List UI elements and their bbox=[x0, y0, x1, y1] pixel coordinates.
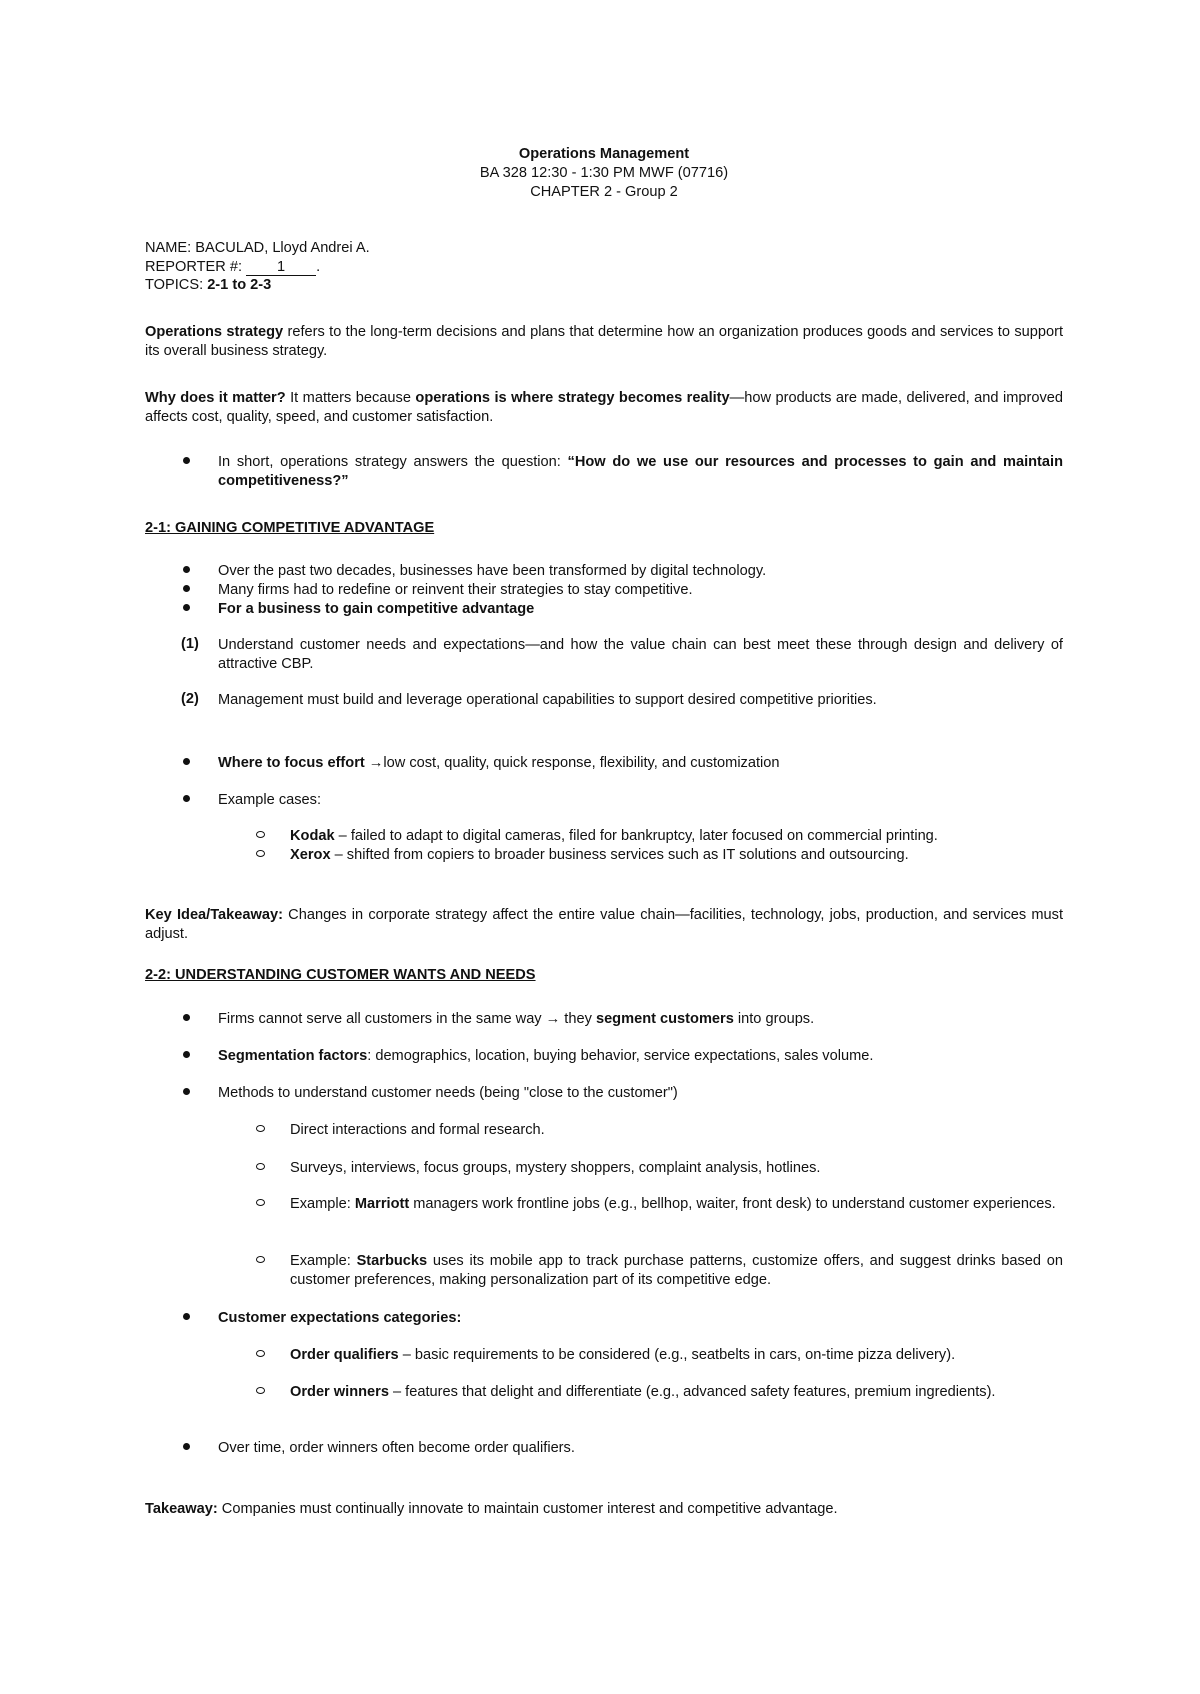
numbered-label: (1) bbox=[181, 636, 199, 652]
starbucks-label: Starbucks bbox=[356, 1253, 428, 1269]
bullet-icon bbox=[183, 1439, 201, 1455]
list-item: Customer expectations categories: bbox=[218, 1310, 462, 1326]
numbered-label: (2) bbox=[181, 691, 199, 707]
kodak-rest: – failed to adapt to digital cameras, filed for bankruptcy, later focused on commercial printing. bbox=[334, 828, 938, 844]
sub-bullet-icon bbox=[256, 846, 274, 862]
topics-line bbox=[145, 276, 271, 295]
takeaway-text: Companies must continually innovate to maintain customer interest and competitive advantage. bbox=[217, 1501, 838, 1517]
ops-strategy-definition: refers to the long-term decisions and plans that determine how an organization produces goods and services to support its overall business strategy. bbox=[145, 324, 1063, 359]
sub-bullet-icon bbox=[256, 1159, 274, 1175]
student-name: NAME: BACULAD, Lloyd Andrei A. bbox=[145, 240, 370, 256]
list-item: Example cases: bbox=[218, 792, 322, 808]
bullet-icon bbox=[183, 791, 201, 807]
why-mid: It matters because bbox=[285, 390, 416, 406]
takeaway-paragraph bbox=[145, 1500, 1063, 1519]
marriott-item bbox=[290, 1195, 1063, 1214]
sub-bullet-icon bbox=[256, 1383, 274, 1399]
bullet-icon bbox=[183, 1309, 201, 1325]
kodak-item bbox=[290, 827, 1063, 846]
in-short-item bbox=[218, 453, 1063, 490]
qualifiers-item bbox=[290, 1346, 1063, 1365]
sub-bullet-icon bbox=[256, 1346, 274, 1362]
list-item: Over time, order winners often become order qualifiers. bbox=[218, 1440, 575, 1456]
takeaway-label: Takeaway: bbox=[145, 1501, 218, 1517]
in-short-question: “How do we use our resources and processes to gain and maintain competitiveness?” bbox=[218, 454, 1063, 489]
key-idea-paragraph bbox=[145, 906, 1063, 943]
why-matter-paragraph bbox=[145, 389, 1063, 426]
focus-rest: →low cost, quality, quick response, flexibility, and customization bbox=[364, 755, 780, 771]
numbered-item: Management must build and leverage operational capabilities to support desired competitive priorities. bbox=[218, 692, 877, 708]
in-short-text: In short, operations strategy answers the question: bbox=[218, 454, 568, 470]
bullet-icon bbox=[183, 754, 201, 770]
reporter-label: REPORTER #: bbox=[145, 259, 247, 275]
marriott-label: Marriott bbox=[354, 1196, 410, 1212]
starbucks-item bbox=[290, 1252, 1063, 1289]
winners-item bbox=[290, 1383, 1063, 1402]
why-emphasis: operations is where strategy becomes reality bbox=[415, 390, 730, 406]
bullet-icon bbox=[183, 1010, 201, 1026]
winners-label: Order winners bbox=[290, 1384, 389, 1400]
sub-list-item: Direct interactions and formal research. bbox=[290, 1122, 545, 1138]
factors-rest: : demographics, location, buying behavior, service expectations, sales volume. bbox=[367, 1048, 874, 1064]
why-rest: —how products are made, delivered, and improved affects cost, quality, speed, and customer satisfaction. bbox=[145, 390, 1063, 425]
reporter-line bbox=[145, 258, 320, 277]
factors-label: Segmentation factors bbox=[218, 1048, 368, 1064]
bullet-icon bbox=[183, 1047, 201, 1063]
xerox-item bbox=[290, 846, 1063, 865]
sub-bullet-icon bbox=[256, 1195, 274, 1211]
numbered-item: Understand customer needs and expectations—and how the value chain can best meet these through design and delivery of attractive CBP. bbox=[218, 637, 1063, 672]
winners-rest: – features that delight and differentiate (e.g., advanced safety features, premium ingredients). bbox=[388, 1384, 996, 1400]
segment-post: into groups. bbox=[733, 1011, 815, 1027]
bullet-icon bbox=[183, 453, 201, 469]
list-item: Methods to understand customer needs (being "close to the customer") bbox=[218, 1085, 678, 1101]
document-title: Operations Management bbox=[518, 146, 690, 162]
segment-pre: Firms cannot serve all customers in the same way → they bbox=[218, 1011, 596, 1027]
topics-label: TOPICS: bbox=[145, 277, 208, 293]
starbucks-pre: Example: bbox=[290, 1253, 357, 1269]
segment-bold: segment customers bbox=[595, 1011, 734, 1027]
chapter-line: CHAPTER 2 - Group 2 bbox=[530, 184, 678, 200]
section-heading-2-2: 2-2: UNDERSTANDING CUSTOMER WANTS AND NEEDS bbox=[145, 967, 536, 983]
course-line: BA 328 12:30 - 1:30 PM MWF (07716) bbox=[479, 165, 729, 181]
bullet-icon bbox=[183, 562, 201, 578]
sub-bullet-icon bbox=[256, 1252, 274, 1268]
reporter-number: 1 bbox=[246, 260, 316, 276]
sub-list-item: Surveys, interviews, focus groups, mystery shoppers, complaint analysis, hotlines. bbox=[290, 1160, 821, 1176]
bullet-icon bbox=[183, 581, 201, 597]
list-item: For a business to gain competitive advantage bbox=[218, 601, 535, 617]
why-question: Why does it matter? bbox=[145, 390, 286, 406]
starbucks-rest: uses its mobile app to track purchase patterns, customize offers, and suggest drinks based on customer preferences, making personalization part of its competitive edge. bbox=[290, 1253, 1063, 1288]
sub-bullet-icon bbox=[256, 1121, 274, 1137]
xerox-label: Xerox bbox=[290, 847, 331, 863]
key-idea-text: Changes in corporate strategy affect the entire value chain—facilities, technology, jobs, production, and services must adjust. bbox=[145, 907, 1063, 942]
qualifiers-rest: – basic requirements to be considered (e.g., seatbelts in cars, on-time pizza delivery). bbox=[398, 1347, 956, 1363]
ops-strategy-term: Operations strategy bbox=[145, 324, 284, 340]
marriott-rest: managers work frontline jobs (e.g., bellhop, waiter, front desk) to understand customer experiences. bbox=[409, 1196, 1056, 1212]
list-item: Many firms had to redefine or reinvent their strategies to stay competitive. bbox=[218, 582, 693, 598]
key-idea-label: Key Idea/Takeaway: bbox=[145, 907, 283, 923]
segment-item bbox=[218, 1010, 1063, 1029]
marriott-pre: Example: bbox=[290, 1196, 355, 1212]
sub-bullet-icon bbox=[256, 827, 274, 843]
focus-item bbox=[218, 754, 1063, 773]
list-item: Over the past two decades, businesses have been transformed by digital technology. bbox=[218, 563, 767, 579]
section-heading-2-1: 2-1: GAINING COMPETITIVE ADVANTAGE bbox=[145, 520, 435, 536]
bullet-icon bbox=[183, 1084, 201, 1100]
bullet-icon bbox=[183, 600, 201, 616]
xerox-rest: – shifted from copiers to broader business services such as IT solutions and outsourcing. bbox=[330, 847, 909, 863]
reporter-end: . bbox=[316, 259, 321, 275]
qualifiers-label: Order qualifiers bbox=[290, 1347, 399, 1363]
topics-value: 2-1 to 2-3 bbox=[207, 277, 272, 293]
kodak-label: Kodak bbox=[290, 828, 335, 844]
factors-item bbox=[218, 1047, 1063, 1066]
ops-strategy-paragraph bbox=[145, 323, 1063, 360]
focus-label: Where to focus effort bbox=[218, 755, 365, 771]
